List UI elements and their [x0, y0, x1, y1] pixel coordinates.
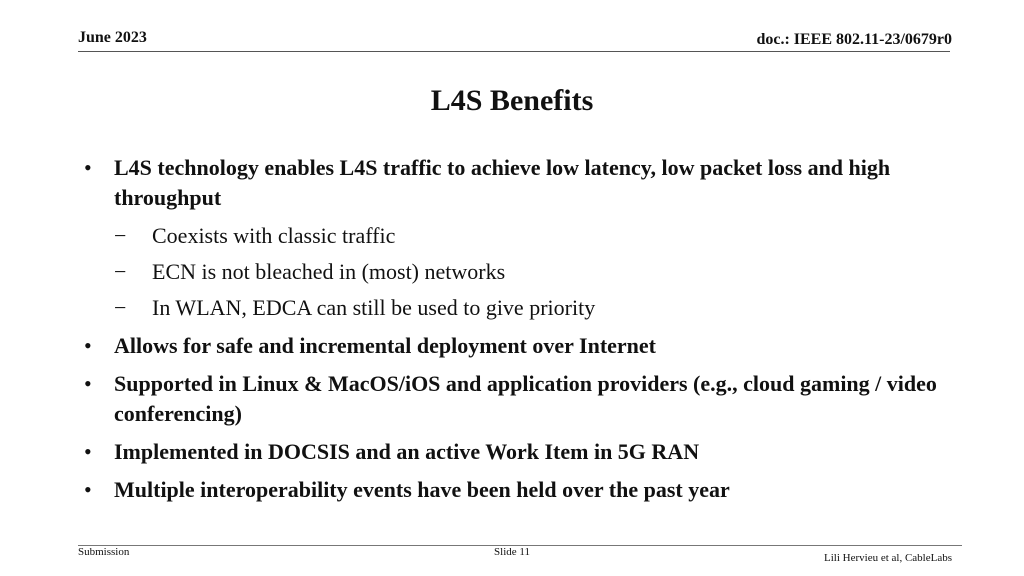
bullet-text: Multiple interoperability events have been held over the past year	[114, 477, 730, 502]
sub-bullet-list	[114, 221, 944, 323]
bullet-glyph: •	[84, 439, 92, 464]
sub-bullet-item	[114, 257, 944, 287]
header-divider	[78, 51, 950, 52]
bullet-item	[84, 475, 944, 505]
bullet-glyph: •	[84, 333, 92, 358]
bullet-text: Implemented in DOCSIS and an active Work Item in 5G RAN	[114, 439, 700, 464]
bullet-item	[84, 153, 944, 213]
bullet-item	[84, 437, 944, 467]
bullet-list	[84, 153, 944, 513]
footer-author: Lili Hervieu et al, CableLabs	[824, 552, 952, 564]
dash-glyph: −	[114, 295, 127, 320]
dash-glyph: −	[114, 223, 127, 248]
sub-bullet-item	[114, 221, 944, 251]
sub-bullet-item	[114, 293, 944, 323]
bullet-text: Allows for safe and incremental deployment over Internet	[114, 333, 656, 358]
slide-title: L4S Benefits	[430, 84, 594, 117]
sub-bullet-text: In WLAN, EDCA can still be used to give priority	[152, 295, 596, 320]
bullet-text: Supported in Linux & MacOS/iOS and application providers (e.g., cloud gaming / video conferencing)	[114, 371, 937, 426]
bullet-item	[84, 331, 944, 361]
dash-glyph: −	[114, 259, 127, 284]
footer-submission: Submission	[78, 546, 130, 558]
header-date: June 2023	[78, 29, 147, 46]
bullet-glyph: •	[84, 371, 92, 396]
footer-slide-number: Slide 11	[494, 546, 530, 558]
sub-bullet-text: ECN is not bleached in (most) networks	[152, 259, 506, 284]
bullet-glyph: •	[84, 477, 92, 502]
bullet-glyph: •	[84, 155, 92, 180]
header-doc-id: doc.: IEEE 802.11-23/0679r0	[756, 31, 952, 48]
sub-bullet-text: Coexists with classic traffic	[152, 223, 396, 248]
bullet-text: L4S technology enables L4S traffic to achieve low latency, low packet loss and high throughput	[114, 155, 891, 210]
bullet-item	[84, 369, 944, 429]
